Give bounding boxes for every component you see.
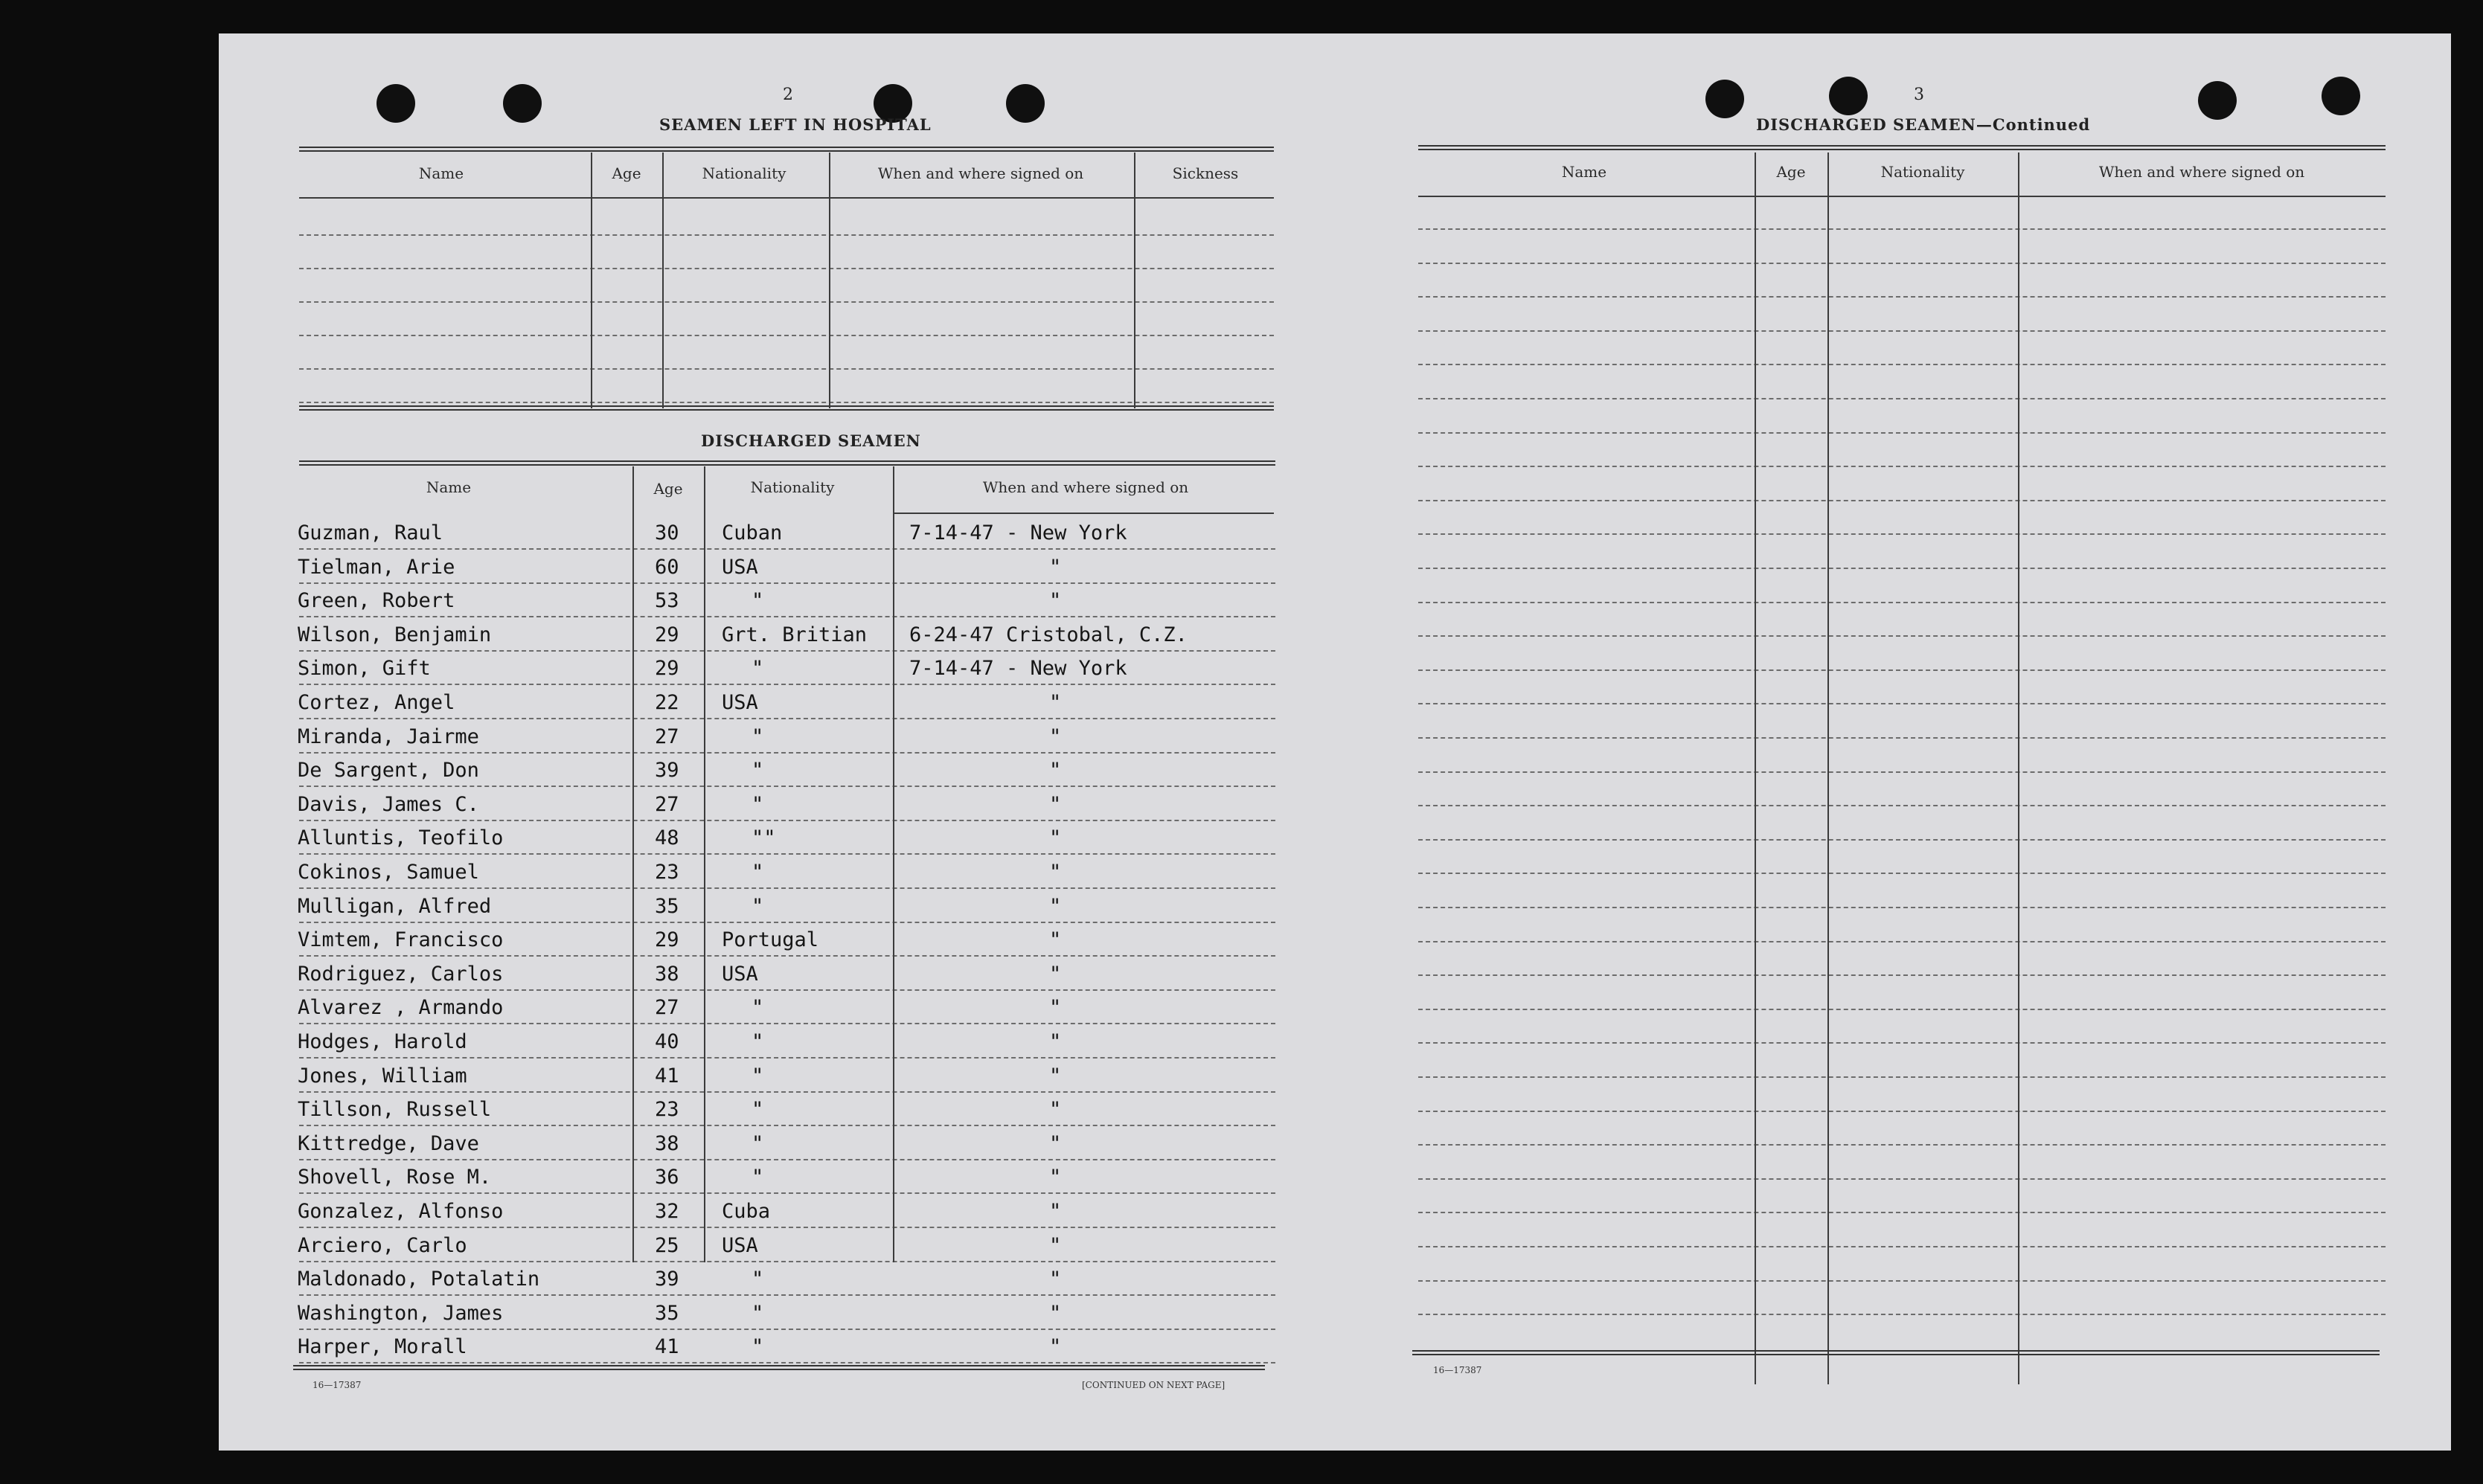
seaman-name: Tillson, Russell [298,1098,492,1122]
seaman-nationality: Cuban [722,521,783,545]
discharged-table-bottom-rule [293,1365,1265,1370]
seaman-nationality: " [752,894,764,918]
seaman-age: 32 [655,1200,679,1223]
right-row-line [1418,602,2386,603]
seaman-signed-on: " [1049,792,1062,816]
hospital-row-line [299,402,1274,403]
seaman-signed-on: " [1049,589,1062,613]
right-row-line [1418,398,2386,399]
right-row-line [1418,839,2386,841]
right-page-number: 3 [1914,86,1924,104]
hospital-table-top-rule [299,147,1274,152]
seaman-name: Maldonado, Potalatin [298,1268,540,1291]
seaman-signed-on: " [1049,894,1062,918]
discharged-row-line [299,820,1275,821]
seaman-signed-on: 6-24-47 Cristobal, C.Z. [909,623,1188,646]
hospital-table-bottom-rule [299,405,1274,411]
seaman-signed-on: " [1049,1131,1062,1155]
seaman-nationality: " [752,1301,764,1325]
seaman-age: 27 [655,996,679,1020]
discharged-row-line [299,616,1275,617]
seaman-age: 60 [655,555,679,579]
seaman-name: Gonzalez, Alfonso [298,1200,504,1223]
seaman-name: Wilson, Benjamin [298,623,492,646]
discharged-row-line [299,1023,1275,1024]
discharged-table-top-rule [299,460,1275,466]
seaman-nationality: Portugal [722,928,819,952]
right-page-title: DISCHARGED SEAMEN—Continued [1756,115,2091,134]
discharged-row-line [299,582,1275,584]
right-col-signed-on: When and where signed on [2098,163,2305,181]
punch-hole [1705,80,1744,118]
hospital-row-line [299,368,1274,370]
seaman-signed-on: " [1049,1301,1062,1325]
right-row-line [1418,533,2386,535]
discharged-section-title: DISCHARGED SEAMEN [701,431,921,450]
discharged-row-line [299,922,1275,923]
seaman-signed-on: " [1049,962,1062,986]
seaman-nationality: USA [722,1233,758,1257]
right-row-line [1418,330,2386,332]
seaman-signed-on: 7-14-47 - New York [909,657,1127,681]
punch-hole [377,84,415,123]
hospital-row-line [299,301,1274,303]
seaman-age: 48 [655,826,679,850]
discharged-row-line [299,752,1275,754]
seaman-name: Davis, James C. [298,792,479,816]
discharged-col-divider [704,466,705,1262]
discharged-col-divider [893,466,894,1262]
seaman-age: 35 [655,894,679,918]
right-row-line [1418,635,2386,637]
seaman-signed-on: " [1049,1166,1062,1189]
discharged-row-line [299,1362,1275,1363]
seaman-name: Shovell, Rose M. [298,1166,492,1189]
seaman-age: 53 [655,589,679,613]
right-col-nationality: Nationality [1880,163,1965,181]
right-header-rule [1418,196,2386,197]
seaman-nationality: "" [752,826,776,850]
right-row-line [1418,1178,2386,1180]
seaman-age: 41 [655,1335,679,1359]
hospital-row-line [299,234,1274,236]
right-row-line [1418,737,2386,739]
seaman-nationality: " [752,657,764,681]
seaman-name: Washington, James [298,1301,504,1325]
discharged-col-nationality: Nationality [750,478,835,496]
discharged-row-line [299,1192,1275,1194]
right-form-number: 16—17387 [1433,1365,1482,1375]
seaman-age: 35 [655,1301,679,1325]
seaman-signed-on: " [1049,1098,1062,1122]
seaman-name: Vimtem, Francisco [298,928,504,952]
right-row-line [1418,1280,2386,1282]
right-row-line [1418,263,2386,264]
seaman-nationality: " [752,1064,764,1088]
discharged-col-divider [632,466,634,1262]
seaman-age: 27 [655,792,679,816]
hospital-col-sickness: Sickness [1172,164,1239,182]
seaman-age: 39 [655,759,679,783]
punch-hole [2198,81,2237,120]
discharged-col-age: Age [653,480,683,498]
seaman-signed-on: " [1049,1064,1062,1088]
seaman-signed-on: " [1049,1268,1062,1291]
seaman-name: Alluntis, Teofilo [298,826,504,850]
right-row-line [1418,1144,2386,1146]
seaman-signed-on: " [1049,725,1062,748]
hospital-header-rule [299,197,1274,199]
discharged-row-line [299,853,1275,855]
seaman-signed-on: " [1049,1233,1062,1257]
hospital-col-age: Age [612,164,641,182]
seaman-age: 23 [655,1098,679,1122]
seaman-signed-on: " [1049,1335,1062,1359]
discharged-row-line [299,887,1275,889]
hospital-col-nationality: Nationality [702,164,786,182]
seaman-nationality: " [752,759,764,783]
right-row-line [1418,432,2386,434]
discharged-row-line [299,548,1275,550]
hospital-col-divider [662,152,664,408]
right-table-top-rule [1418,145,2386,150]
punch-hole [1006,84,1045,123]
discharged-row-line [299,1261,1275,1262]
seaman-name: Cortez, Angel [298,691,455,714]
discharged-row-line [299,1125,1275,1126]
seaman-nationality: " [752,589,764,613]
document-sheet [219,33,2451,1451]
seaman-name: Mulligan, Alfred [298,894,492,918]
seaman-age: 29 [655,657,679,681]
right-row-line [1418,1009,2386,1010]
punch-hole [2322,77,2360,115]
seaman-age: 30 [655,521,679,545]
seaman-nationality: Cuba [722,1200,771,1223]
seaman-age: 41 [655,1064,679,1088]
seaman-age: 38 [655,962,679,986]
seaman-nationality: Grt. Britian [722,623,868,646]
seaman-age: 29 [655,623,679,646]
right-col-name: Name [1561,163,1607,181]
hospital-section-title: SEAMEN LEFT IN HOSPITAL [659,115,932,134]
seaman-name: Green, Robert [298,589,455,613]
hospital-col-divider [829,152,830,408]
seaman-name: Kittredge, Dave [298,1131,479,1155]
right-row-line [1418,1111,2386,1112]
seaman-nationality: " [752,725,764,748]
seaman-name: Rodriguez, Carlos [298,962,504,986]
discharged-row-line [299,718,1275,719]
seaman-name: Arciero, Carlo [298,1233,467,1257]
seaman-name: Jones, William [298,1064,467,1088]
seaman-signed-on: " [1049,1030,1062,1053]
seaman-age: 23 [655,861,679,884]
discharged-row-line [299,650,1275,652]
hospital-row-line [299,268,1274,269]
right-col-divider [1827,152,1829,1384]
seaman-age: 39 [655,1268,679,1291]
right-row-line [1418,1314,2386,1315]
right-row-line [1418,228,2386,230]
seaman-signed-on: " [1049,691,1062,714]
seaman-age: 29 [655,928,679,952]
right-row-line [1418,500,2386,501]
seaman-nationality: USA [722,691,758,714]
seaman-nationality: " [752,861,764,884]
seaman-name: Tielman, Arie [298,555,455,579]
right-row-line [1418,974,2386,976]
right-col-age: Age [1776,163,1806,181]
seaman-name: Miranda, Jairme [298,725,479,748]
right-row-line [1418,466,2386,467]
seaman-nationality: " [752,1335,764,1359]
seaman-nationality: USA [722,555,758,579]
seaman-name: Harper, Morall [298,1335,467,1359]
punch-hole [503,84,542,123]
seaman-age: 22 [655,691,679,714]
seaman-name: Cokinos, Samuel [298,861,479,884]
discharged-col-signed-on: When and where signed on [982,478,1189,496]
seaman-name: Hodges, Harold [298,1030,467,1053]
right-row-line [1418,1212,2386,1213]
seaman-nationality: " [752,996,764,1020]
right-col-divider [2018,152,2019,1384]
seaman-nationality: " [752,1268,764,1291]
right-row-line [1418,1076,2386,1078]
seaman-age: 25 [655,1233,679,1257]
discharged-row-line [299,1159,1275,1160]
discharged-row-line [299,1057,1275,1059]
seaman-nationality: " [752,1098,764,1122]
seaman-name: Guzman, Raul [298,521,443,545]
seaman-name: Alvarez , Armando [298,996,504,1020]
left-form-number: 16—17387 [313,1380,362,1390]
right-row-line [1418,568,2386,569]
seaman-signed-on: " [1049,928,1062,952]
seaman-age: 36 [655,1166,679,1189]
right-row-line [1418,941,2386,942]
seaman-nationality: " [752,792,764,816]
seaman-signed-on: " [1049,759,1062,783]
right-table-bottom-rule [1412,1350,2380,1355]
discharged-row-line [299,1091,1275,1093]
seaman-age: 40 [655,1030,679,1053]
discharged-row-line [299,1294,1275,1296]
punch-hole [1829,77,1868,115]
seaman-nationality: USA [722,962,758,986]
discharged-row-line [299,955,1275,957]
seaman-name: Simon, Gift [298,657,431,681]
seaman-signed-on: " [1049,826,1062,850]
discharged-row-line [299,786,1275,787]
right-row-line [1418,873,2386,874]
continued-note: [CONTINUED ON NEXT PAGE] [1082,1380,1226,1390]
discharged-row-line [299,1329,1275,1330]
right-row-line [1418,1246,2386,1247]
right-row-line [1418,805,2386,806]
seaman-age: 38 [655,1131,679,1155]
discharged-col-name: Name [426,478,472,496]
seaman-signed-on: 7-14-47 - New York [909,521,1127,545]
discharged-row-line [299,989,1275,991]
seaman-signed-on: " [1049,996,1062,1020]
right-row-line [1418,1042,2386,1044]
discharged-row-line [299,684,1275,685]
hospital-row-line [299,335,1274,336]
seaman-signed-on: " [1049,1200,1062,1223]
hospital-col-signed-on: When and where signed on [877,164,1084,182]
right-col-divider [1755,152,1756,1384]
hospital-col-name: Name [418,164,464,182]
seaman-signed-on: " [1049,861,1062,884]
right-row-line [1418,364,2386,365]
seaman-nationality: " [752,1131,764,1155]
seaman-age: 27 [655,725,679,748]
right-row-line [1418,296,2386,298]
seaman-signed-on: " [1049,555,1062,579]
discharged-header-rule [893,513,1274,514]
discharged-row-line [299,1227,1275,1228]
right-row-line [1418,907,2386,908]
right-row-line [1418,669,2386,671]
right-row-line [1418,771,2386,773]
seaman-name: De Sargent, Don [298,759,479,783]
seaman-nationality: " [752,1166,764,1189]
hospital-col-divider [591,152,592,408]
seaman-nationality: " [752,1030,764,1053]
right-row-line [1418,703,2386,704]
left-page-number: 2 [783,86,793,104]
hospital-col-divider [1134,152,1135,408]
